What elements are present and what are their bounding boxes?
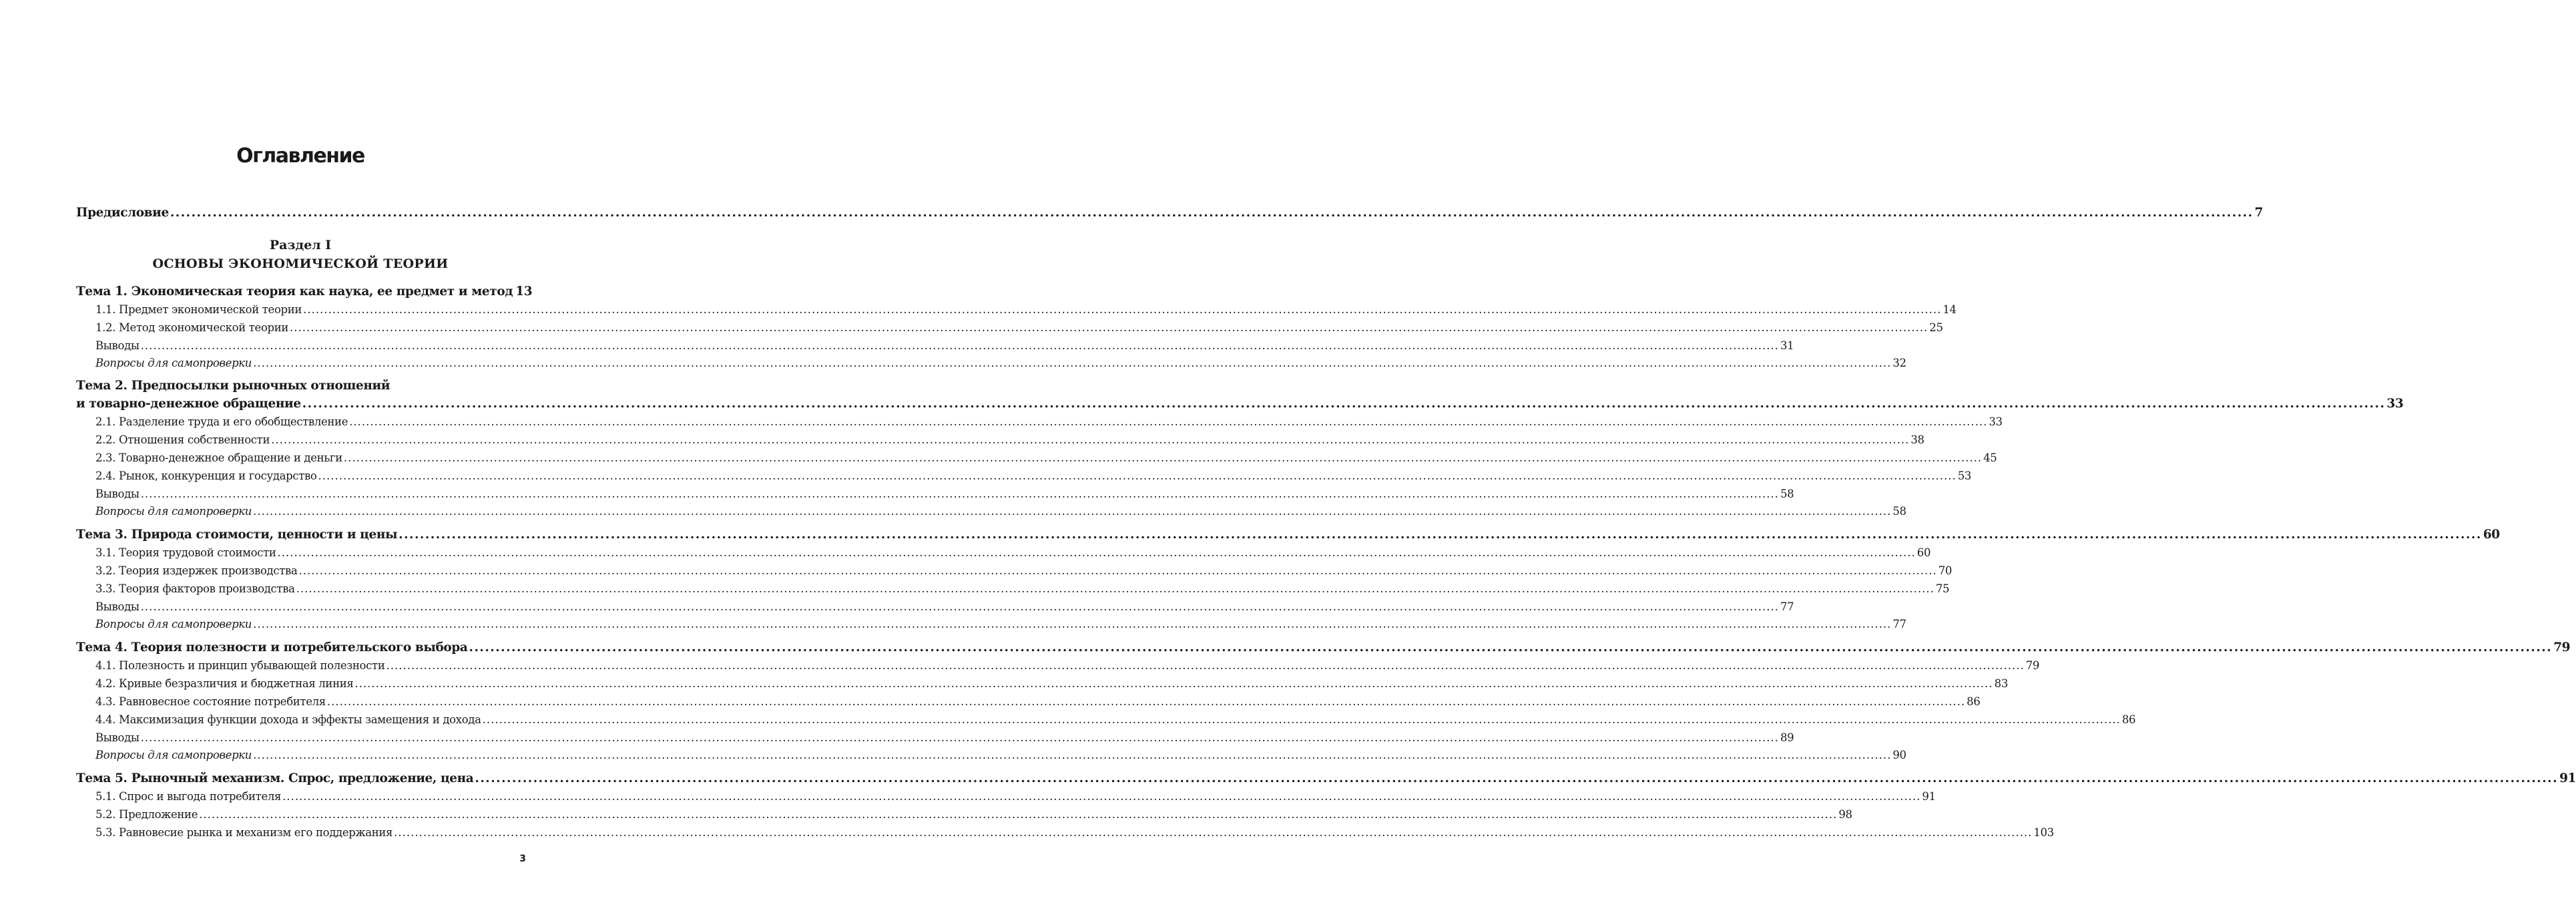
toc-entry-page: 86	[1967, 695, 1981, 708]
toc-entry-page: 77	[1892, 618, 1906, 630]
toc-entry-page: 33	[1989, 415, 2003, 428]
toc-entry-label: 2.3. Товарно-денежное обращение и деньги	[95, 451, 342, 464]
toc-entry-page: 38	[1910, 433, 1924, 446]
toc-entry-label: 4.2. Кривые безразличия и бюджетная линия	[95, 677, 354, 690]
toc-entry-label: 4.3. Равновесное состояние потребителя	[95, 695, 326, 708]
toc-entry-page: 98	[1838, 808, 1852, 821]
leader-dots	[141, 339, 1779, 352]
leader-dots	[469, 640, 2553, 655]
leader-dots	[394, 826, 2032, 839]
leader-dots	[141, 600, 1779, 613]
leader-dots	[278, 546, 1916, 559]
toc-entry-page: 79	[2025, 659, 2040, 672]
toc-entry-label: 5.3. Равновесие рынка и механизм его поддержания	[95, 826, 393, 839]
section-title: ОСНОВЫ ЭКОНОМИЧЕСКОЙ ТЕОРИИ	[152, 256, 449, 271]
toc-entry-label: 2.1. Разделение труда и его обобществление	[95, 415, 348, 428]
toc-entry-3-questions[interactable]	[95, 618, 1906, 630]
toc-entry-page: 90	[1892, 749, 1906, 761]
toc-entry-page: 86	[2121, 713, 2136, 726]
toc-entry-label: 2.4. Рынок, конкуренция и государство	[95, 470, 317, 482]
toc-entry-label: 3.3. Теория факторов производства	[95, 582, 295, 595]
toc-entry-label: Тема 4. Теория полезности и потребительского выбора	[76, 640, 468, 655]
toc-entry-3-3[interactable]	[95, 582, 1950, 595]
toc-entry-4-1[interactable]	[95, 659, 2040, 672]
toc-entry-label: 3.1. Теория трудовой стоимости	[95, 546, 276, 559]
toc-entry-2-conclusions[interactable]	[95, 488, 1794, 500]
toc-entry-label: Вопросы для самопроверки	[95, 618, 252, 630]
toc-entry-label: 5.2. Предложение	[95, 808, 198, 821]
toc-entry-2-4[interactable]	[95, 470, 1972, 482]
toc-entry-4-2[interactable]	[95, 677, 2008, 690]
toc-entry-topic-1[interactable]	[76, 285, 533, 299]
toc-entry-page: 60	[2483, 528, 2500, 542]
toc-entry-topic-5[interactable]	[76, 771, 2576, 785]
toc-entry-label: 2.2. Отношения собственности	[95, 433, 270, 446]
toc-entry-page: 77	[1780, 600, 1794, 613]
leader-dots	[253, 357, 1891, 369]
toc-entry-4-4[interactable]	[95, 713, 2136, 726]
toc-entry-page: 103	[2033, 826, 2054, 839]
toc-entry-label: Выводы	[95, 731, 140, 744]
toc-entry-page: 33	[2386, 397, 2404, 411]
toc-entry-label: Предисловие	[76, 206, 169, 220]
leader-dots	[327, 695, 1965, 708]
toc-entry-3-1[interactable]	[95, 546, 1931, 559]
toc-entry-page: 83	[1994, 677, 2008, 690]
toc-entry-5-2[interactable]	[95, 808, 1852, 821]
toc-entry-4-questions[interactable]	[95, 749, 1906, 761]
toc-entry-label: 5.1. Спрос и выгода потребителя	[95, 790, 282, 803]
toc-entry-label: Тема 3. Природа стоимости, ценности и цены	[76, 528, 398, 542]
leader-dots	[344, 451, 1982, 464]
leader-dots	[303, 303, 1941, 316]
leader-dots	[199, 808, 1837, 821]
toc-entry-page: 58	[1892, 505, 1906, 518]
toc-entry-3-conclusions[interactable]	[95, 600, 1794, 613]
toc-entry-page: 79	[2553, 640, 2571, 655]
leader-dots	[302, 397, 2386, 411]
toc-entry-1-2[interactable]	[95, 321, 1943, 334]
leader-dots	[298, 564, 1937, 577]
toc-entry-label: Вопросы для самопроверки	[95, 357, 252, 369]
toc-entry-label: Тема 5. Рыночный механизм. Спрос, предложение, цена	[76, 771, 474, 785]
toc-entry-1-questions[interactable]	[95, 357, 1906, 369]
section-number: Раздел I	[269, 238, 332, 252]
toc-entry-label: Вопросы для самопроверки	[95, 505, 252, 518]
toc-entry-page: 14	[1943, 303, 1957, 316]
leader-dots	[475, 771, 2558, 785]
toc-entry-page: 60	[1916, 546, 1931, 559]
toc-entry-topic-4[interactable]	[76, 640, 2571, 655]
leader-dots	[318, 470, 1957, 482]
toc-entry-5-1[interactable]	[95, 790, 1936, 803]
toc-entry-4-conclusions[interactable]	[95, 731, 1794, 744]
toc-entry-page: 7	[2254, 206, 2263, 220]
toc-entry-page: 13	[515, 285, 533, 299]
toc-entry-2-1[interactable]	[95, 415, 2003, 428]
toc-entry-label: 1.2. Метод экономической теории	[95, 321, 289, 334]
toc-entry-label: 1.1. Предмет экономической теории	[95, 303, 302, 316]
toc-entry-preface[interactable]	[76, 206, 2263, 220]
toc-entry-2-questions[interactable]	[95, 505, 1906, 518]
leader-dots	[282, 790, 1920, 803]
toc-entry-topic-2[interactable]	[76, 397, 2404, 411]
toc-entry-page: 91	[2559, 771, 2576, 785]
page-title: Оглавление	[236, 144, 364, 168]
toc-entry-label: Выводы	[95, 339, 140, 352]
leader-dots	[253, 749, 1891, 761]
toc-entry-topic-2-line1[interactable]: Тема 2. Предпосылки рыночных отношений	[76, 379, 391, 393]
toc-entry-label: Выводы	[95, 488, 140, 500]
toc-entry-label: 4.4. Максимизация функции дохода и эффекты замещения и дохода	[95, 713, 481, 726]
toc-entry-page: 31	[1780, 339, 1794, 352]
leader-dots	[354, 677, 1993, 690]
toc-entry-label: Выводы	[95, 600, 140, 613]
leader-dots	[386, 659, 2024, 672]
leader-dots	[290, 321, 1928, 334]
leader-dots	[170, 206, 2254, 220]
toc-entry-page: 25	[1929, 321, 1943, 334]
toc-entry-page: 45	[1983, 451, 1997, 464]
toc-entry-page: 53	[1957, 470, 1972, 482]
toc-entry-5-3[interactable]	[95, 826, 2054, 839]
toc-entry-4-3[interactable]	[95, 695, 1981, 708]
leader-dots	[141, 488, 1779, 500]
leader-dots	[349, 415, 1987, 428]
leader-dots	[253, 505, 1891, 518]
toc-entry-label: и товарно-денежное обращение	[76, 397, 301, 411]
toc-entry-page: 91	[1922, 790, 1936, 803]
toc-entry-1-1[interactable]	[95, 303, 1957, 316]
toc-entry-page: 32	[1892, 357, 1906, 369]
toc-entry-3-2[interactable]	[95, 564, 1952, 577]
toc-entry-page: 58	[1780, 488, 1794, 500]
toc-entry-page: 70	[1938, 564, 1952, 577]
toc-entry-label: Вопросы для самопроверки	[95, 749, 252, 761]
leader-dots	[141, 731, 1779, 744]
toc-entry-2-2[interactable]	[95, 433, 1924, 446]
toc-entry-label: 3.2. Теория издержек производства	[95, 564, 298, 577]
toc-entry-2-3[interactable]	[95, 451, 1997, 464]
toc-entry-page: 89	[1780, 731, 1794, 744]
leader-dots	[399, 528, 2482, 542]
leader-dots	[483, 713, 2121, 726]
toc-entry-label: Тема 1. Экономическая теория как наука, ее предмет и метод	[76, 285, 513, 299]
leader-dots	[253, 618, 1891, 630]
toc-entry-label: 4.1. Полезность и принцип убывающей полезности	[95, 659, 385, 672]
leader-dots	[271, 433, 1909, 446]
toc-entry-page: 75	[1935, 582, 1950, 595]
toc-entry-topic-3[interactable]	[76, 528, 2500, 542]
page-number: 3	[519, 854, 526, 864]
toc-entry-1-conclusions[interactable]	[95, 339, 1794, 352]
leader-dots	[296, 582, 1935, 595]
